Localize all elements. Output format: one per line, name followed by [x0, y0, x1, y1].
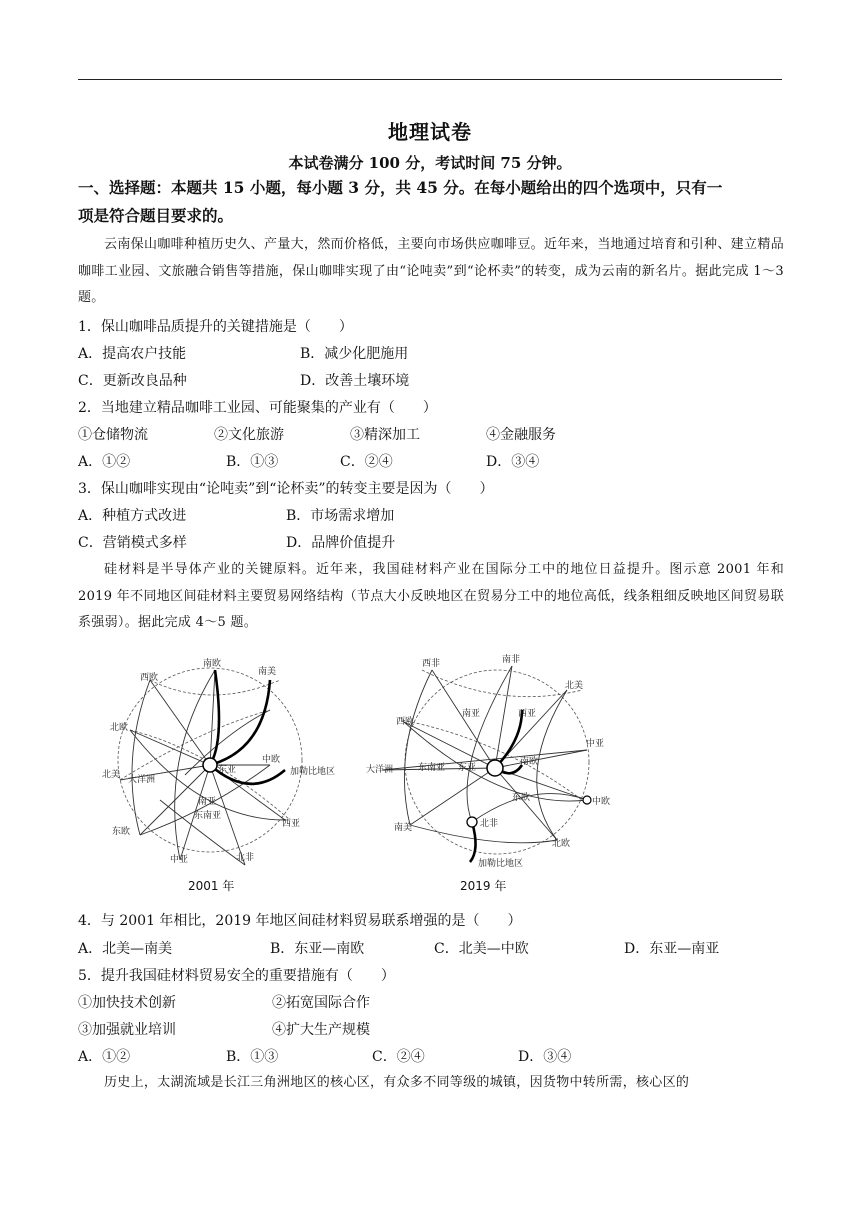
q5-item-1: ①加快技术创新 [78, 995, 176, 1011]
node-label: 南美 [394, 823, 413, 833]
figure-caption: 2001 年 [188, 879, 235, 893]
q5-option-a: A．①② [78, 1049, 131, 1065]
question-1: 1．保山咖啡品质提升的关键措施是（ ） [78, 319, 353, 335]
node-label: 南亚 [462, 709, 481, 719]
node-label: 中亚 [170, 855, 189, 865]
network-diagram-2001 [100, 650, 336, 898]
q3-option-a: A．种植方式改进 [78, 508, 187, 524]
node-label: 南欧 [203, 659, 222, 669]
q4-option-b: B．东亚—南欧 [270, 941, 365, 957]
q1-option-a: A．提高农户技能 [78, 346, 187, 362]
q2-item-4: ④金融服务 [486, 427, 556, 443]
figure-caption: 2019 年 [460, 879, 507, 893]
q5-option-c: C．②④ [372, 1049, 425, 1065]
node-label: 东欧 [512, 793, 531, 803]
q3-option-d: D．品牌价值提升 [286, 535, 396, 551]
q5-option-b: B．①③ [226, 1049, 279, 1065]
node-label: 东欧 [112, 827, 131, 837]
header-rule [78, 79, 782, 80]
node-label: 西欧 [140, 673, 159, 683]
question-4: 4．与 2001 年相比，2019 年地区间硅材料贸易联系增强的是（ ） [78, 913, 522, 929]
node-label: 东南亚 [194, 811, 222, 821]
q1-option-d: D．改善土壤环境 [300, 373, 410, 389]
node-label: 南亚 [198, 797, 217, 807]
q1-option-c: C．更新改良品种 [78, 373, 187, 389]
question-5: 5．提升我国硅材料贸易安全的重要措施有（ ） [78, 968, 395, 984]
node-label: 南欧 [520, 757, 539, 767]
node-label: 加勒比地区 [478, 859, 524, 869]
q1-option-b: B．减少化肥施用 [300, 346, 409, 362]
node-label: 北非 [480, 819, 499, 829]
node-label: 东亚 [218, 765, 237, 775]
section-heading: 一、选择题：本题共 15 小题，每小题 3 分，共 45 分。在每小题给出的四个选项中，只有一 [78, 178, 723, 197]
q5-option-d: D．③④ [518, 1049, 572, 1065]
network-diagram-2019 [362, 650, 632, 898]
q2-item-2: ②文化旅游 [214, 427, 284, 443]
q2-item-1: ①仓储物流 [78, 427, 148, 443]
passage-taihu: 历史上，太湖流域是长江三角洲地区的核心区，有众多不同等级的城镇，因货物中转所需，核心区的 [104, 1075, 690, 1090]
q5-item-3: ③加强就业培训 [78, 1022, 176, 1038]
exam-info: 本试卷满分 100 分，考试时间 75 分钟。 [288, 154, 572, 172]
node-label: 西欧 [396, 717, 415, 727]
q2-option-d: D．③④ [486, 454, 540, 470]
q4-option-d: D．东亚—南亚 [624, 941, 720, 957]
passage-silicon: 硅材料是半导体产业的关键原料。近年来，我国硅材料产业在国际分工中的地位日益提升。图示意 2001 年和 2019 年不同地区间硅材料主要贸易网络结构（节点大小反映地区在贸易分工中的地位高低，线条粗细反映地区间贸易联系强弱）。据此完成 4～5 题。 [78, 562, 784, 630]
q4-option-c: C．北美—中欧 [434, 941, 529, 957]
node-label: 北欧 [552, 839, 571, 849]
q4-option-a: A．北美—南美 [78, 941, 173, 957]
question-3: 3．保山咖啡实现由“论吨卖”到“论杯卖”的转变主要是因为（ ） [78, 481, 494, 497]
node-label: 中欧 [592, 797, 611, 807]
q3-option-c: C．营销模式多样 [78, 535, 187, 551]
q2-option-a: A．①② [78, 454, 131, 470]
node-label: 东南亚 [418, 763, 446, 773]
node-label: 南非 [502, 655, 521, 665]
node-label: 西亚 [518, 709, 537, 719]
node-label: 北美 [565, 681, 584, 691]
node-label: 北欧 [110, 723, 129, 733]
node-label: 大洋洲 [128, 775, 156, 785]
node-label: 西非 [422, 659, 441, 669]
node-label: 东亚 [458, 763, 477, 773]
q5-item-4: ④扩大生产规模 [272, 1022, 370, 1038]
page-title: 地理试卷 [388, 120, 472, 144]
q5-item-2: ②拓宽国际合作 [272, 995, 370, 1011]
q2-item-3: ③精深加工 [350, 427, 420, 443]
passage-coffee: 云南保山咖啡种植历史久、产量大，然而价格低，主要向市场供应咖啡豆。近年来，当地通过培育和引种、建立精品咖啡工业园、文旅融合销售等措施，保山咖啡实现了由“论吨卖”到“论杯卖”的转变，成为云南的新名片。据此完成 1～3 题。 [78, 237, 784, 305]
node-label: 北非 [236, 853, 255, 863]
q2-option-c: C．②④ [340, 454, 393, 470]
node-label: 西亚 [282, 819, 301, 829]
q3-option-b: B．市场需求增加 [286, 508, 395, 524]
node-label: 南美 [258, 667, 277, 677]
node-label: 中亚 [586, 739, 605, 749]
question-2: 2．当地建立精品咖啡工业园、可能聚集的产业有（ ） [78, 400, 437, 416]
node-label: 中欧 [262, 755, 281, 765]
section-heading-cont: 项是符合题目要求的。 [78, 206, 234, 225]
node-label: 北美 [102, 770, 121, 780]
q2-option-b: B．①③ [226, 454, 279, 470]
node-label: 加勒比地区 [290, 767, 336, 777]
node-label: 大洋洲 [366, 765, 394, 775]
